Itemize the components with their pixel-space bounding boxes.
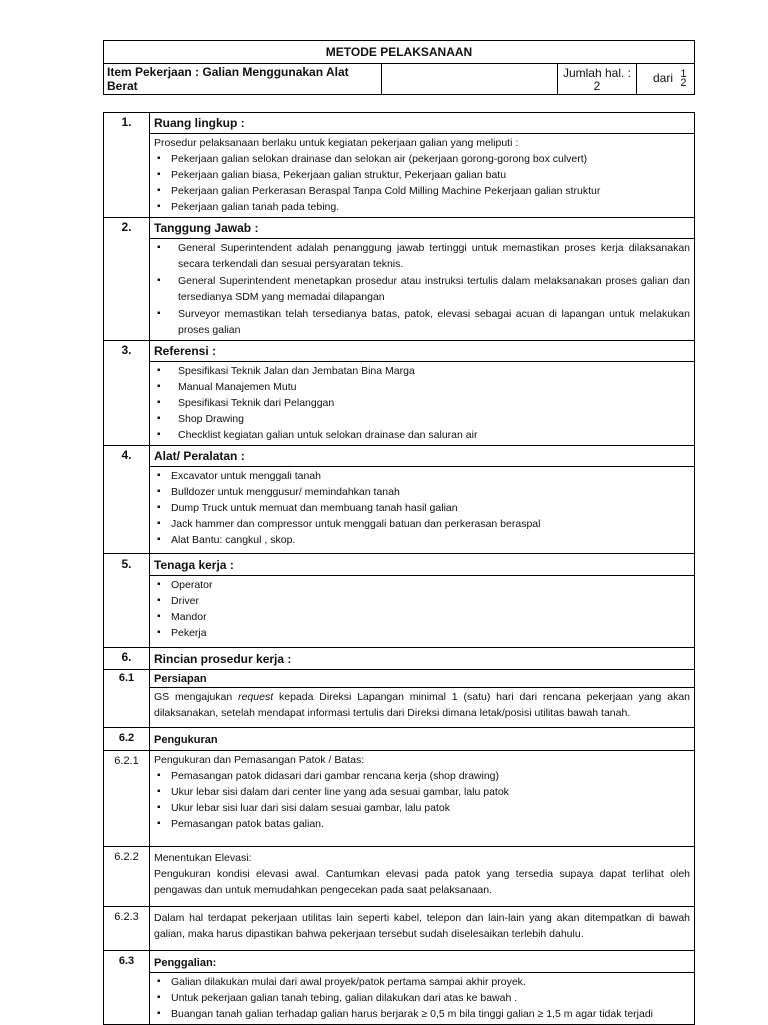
section-content <box>150 648 695 670</box>
list-item: ▪ Bulldozer untuk menggusur/ memindahkan tanah <box>154 484 690 500</box>
list-item: ▪ Excavator untuk menggali tanah <box>154 468 690 484</box>
list-item: ▪ Pekerjaan galian selokan drainase dan selokan air (pekerjaan gorong-gorong box culvert) <box>154 151 690 167</box>
list-item: ▪ Galian dilakukan mulai dari awal proyek/patok pertama sampai akhir proyek. <box>154 974 690 990</box>
list-item: ▪ Pekerjaan galian Perkerasan Beraspal Tanpa Cold Milling Machine Pekerjaan galian struktur <box>154 183 690 199</box>
section-number: 5. <box>104 554 150 648</box>
subsection-content <box>150 670 695 728</box>
list-item: ▪ Buangan tanah galian terhadap galian harus berjarak ≥ 0,5 m bila tinggi galian ≥ 1,5 m agar tidak terjadi <box>154 1006 690 1022</box>
list-item: ▪ Surveyor memastikan telah tersedianya batas, patok, elevasi sebagai acuan di lapangan untuk melakukan proses galian <box>154 306 690 338</box>
text-part: kepada Direksi Lapangan minimal 1 (satu) hari dari rencana pekerjaan yang akan dilaksanakan, setelah mendapat informasi tertulis dari Direksi dimana letak/posisi utilitas bawah tanah. <box>154 691 691 719</box>
subsection-row-staking <box>104 751 695 847</box>
page-count-cell <box>558 64 637 95</box>
procedure-table <box>103 112 695 1025</box>
subsection-number: 6.1 <box>104 670 150 728</box>
section-row-equipment <box>104 446 695 554</box>
subsection-title: Penggalian: <box>150 951 694 973</box>
header-blank-cell <box>382 64 558 95</box>
subsection-title: Persiapan <box>150 670 694 688</box>
list-item: ▪ Manual Manajemen Mutu <box>154 379 690 395</box>
list-item: ▪ Pekerjaan galian tanah pada tebing. <box>154 199 690 215</box>
page-current: 1 <box>680 68 687 80</box>
emphasis-text: request <box>238 691 274 703</box>
bullet-list <box>154 974 690 1022</box>
bullet-list <box>154 240 690 338</box>
list-item: ▪ General Superintendent menetapkan prosedur atau instruksi tertulis dalam melaksanakan proses galian dan tersedianya SDM yang memadai dilapangan <box>154 273 690 305</box>
list-item: ▪ Checklist kegiatan galian untuk selokan drainase dan saluran air <box>154 427 690 443</box>
section-title: Tenaga kerja : <box>150 554 694 576</box>
subsection-text <box>150 688 694 727</box>
list-item: ▪ Operator <box>154 577 690 593</box>
subsection-number: 6.2 <box>104 728 150 751</box>
section-content <box>150 446 695 554</box>
section-number: 6. <box>104 648 150 670</box>
section-number: 2. <box>104 218 150 341</box>
section-title: Rincian prosedur kerja : <box>154 652 292 666</box>
bullet-list <box>154 577 690 645</box>
section-title: Referensi : <box>150 341 694 362</box>
list-item: ▪ Pemasangan patok batas galian. <box>154 816 690 832</box>
subsection-number: 6.2.2 <box>104 847 150 907</box>
subsection-content <box>150 907 695 951</box>
list-item: ▪ Shop Drawing <box>154 411 690 427</box>
list-item: ▪ Spesifikasi Teknik Jalan dan Jembatan Bina Marga <box>154 363 690 379</box>
list-item: ▪ Pekerja <box>154 625 690 645</box>
subsection-row-elevation <box>104 847 695 907</box>
list-item: ▪ Pemasangan patok didasari dari gambar rencana kerja (shop drawing) <box>154 768 690 784</box>
section-number: 1. <box>104 113 150 218</box>
section-content <box>150 113 695 218</box>
subsection-text: Pengukuran kondisi elevasi awal. Cantumkan elevasi pada patok yang tersedia supaya dapat terlihat oleh pengawas dan untuk memudahkan pengecekan pada saat pelaksanaan. <box>154 868 690 896</box>
section-row-reference <box>104 341 695 446</box>
list-item: ▪ Spesifikasi Teknik dari Pelanggan <box>154 395 690 411</box>
bullet-list <box>154 768 690 832</box>
page-total: 2 <box>680 77 687 89</box>
text-part: GS mengajukan <box>154 691 233 703</box>
subsection-title: Pengukuran <box>154 734 218 746</box>
subsection-row-measurement <box>104 728 695 751</box>
document-header <box>103 40 695 95</box>
section-title: Tanggung Jawab : <box>150 218 694 239</box>
subsection-content <box>150 751 695 847</box>
subsection-content <box>150 728 695 751</box>
section-content <box>150 554 695 648</box>
subsection-text: Dalam hal terdapat pekerjaan utilitas lain seperti kabel, telepon dan lain-lain yang akan ditempatkan di bawah galian, maka harus dipastikan bahwa pekerjaan tersebut sudah diselesaikan terlebih dahulu. <box>154 912 690 940</box>
list-item: ▪ Dump Truck untuk memuat dan membuang tanah hasil galian <box>154 500 690 516</box>
list-item: ▪ Mandor <box>154 609 690 625</box>
list-item: ▪ Ukur lebar sisi luar dari sisi dalam sesuai gambar, lalu patok <box>154 800 690 816</box>
section-row-scope <box>104 113 695 218</box>
section-title: Ruang lingkup : <box>150 113 694 134</box>
subsection-row-excavation <box>104 951 695 1025</box>
section-intro: Prosedur pelaksanaan berlaku untuk kegiatan pekerjaan galian yang meliputi : <box>154 137 519 149</box>
page-of-cell <box>637 64 695 95</box>
section-number: 3. <box>104 341 150 446</box>
section-number: 4. <box>104 446 150 554</box>
section-content <box>150 341 695 446</box>
page-count-value: 2 <box>593 79 601 93</box>
bullet-list <box>154 363 690 443</box>
subsection-intro: Menentukan Elevasi: <box>154 852 252 864</box>
bullet-list <box>154 468 690 551</box>
subsection-row-preparation <box>104 670 695 728</box>
section-title: Alat/ Peralatan : <box>150 446 694 467</box>
bullet-list <box>154 151 690 215</box>
subsection-content <box>150 951 695 1025</box>
document-title: METODE PELAKSANAAN <box>104 41 695 64</box>
section-row-procedure <box>104 648 695 670</box>
list-item: ▪ Ukur lebar sisi dalam dari center line yang ada sesuai gambar, lalu patok <box>154 784 690 800</box>
list-item: ▪ Pekerjaan galian biasa, Pekerjaan galian struktur, Pekerjaan galian batu <box>154 167 690 183</box>
section-row-workforce <box>104 554 695 648</box>
subsection-row-utilities <box>104 907 695 951</box>
section-row-responsibility <box>104 218 695 341</box>
subsection-number: 6.3 <box>104 951 150 1025</box>
page-fraction <box>680 70 686 88</box>
subsection-number: 6.2.1 <box>104 751 150 847</box>
page-of-label: dari <box>653 71 674 86</box>
subsection-number: 6.2.3 <box>104 907 150 951</box>
subsection-intro: Pengukuran dan Pemasangan Patok / Batas: <box>154 754 365 766</box>
list-item: ▪ General Superintendent adalah penanggung jawab tertinggi untuk memastikan proses kerja dilaksanakan secara terkendali dan sesuai persyaratan teknis. <box>154 240 690 272</box>
subsection-content <box>150 847 695 907</box>
list-item: ▪ Driver <box>154 593 690 609</box>
list-item: ▪ Alat Bantu: cangkul , skop. <box>154 532 690 551</box>
section-content <box>150 218 695 341</box>
list-item: ▪ Untuk pekerjaan galian tanah tebing, galian dilakukan dari atas ke bawah . <box>154 990 690 1006</box>
work-item-label: Item Pekerjaan : Galian Menggunakan Alat Berat <box>104 64 382 95</box>
list-item: ▪ Jack hammer dan compressor untuk menggali batuan dan perkerasan beraspal <box>154 516 690 532</box>
page-count-label: Jumlah hal. : <box>562 66 632 80</box>
